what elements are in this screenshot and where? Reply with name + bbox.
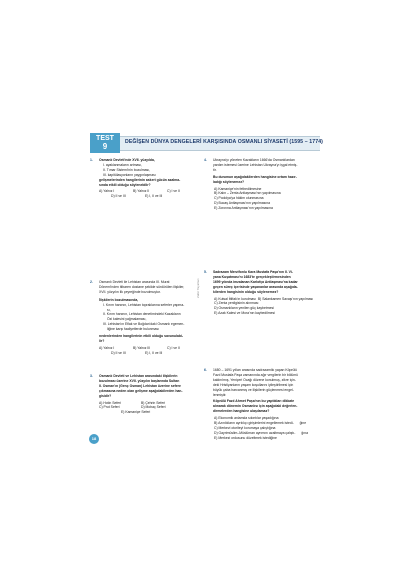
option-d[interactable]: D) Bucaş Antlaşması'nın yapılmasına <box>214 201 271 206</box>
question-text: sında etkili olduğu söylenebilir? <box>99 182 151 187</box>
option-c[interactable]: C) Zenta yenilgisinin alınması <box>214 301 259 306</box>
question-text: Fazıl Mustafa Paşa zamanında ağır vergilerin bir bölümü <box>213 372 298 377</box>
question-text: lir? <box>99 338 105 343</box>
answer-options <box>99 346 194 356</box>
option-d[interactable]: D) II ve III <box>111 350 126 355</box>
option-c[interactable]: C) Merkezi otoriteyi korumaya çalıştığına <box>214 425 276 430</box>
question-text: Osmanlı Devleti ile Lehistan arasında III. Murat <box>99 280 170 284</box>
option-a[interactable]: A) Kutsal İttifak'ın kurulması <box>214 296 256 301</box>
question-text: XVII. yüzyılın ilk çeyreğinde bozulmuştur. <box>99 289 161 294</box>
list-item: sı, <box>107 307 111 312</box>
option-a[interactable]: A) Ekonomik anlamda sıkıntılar yaşadığına <box>214 416 279 421</box>
question-number: 6. <box>204 368 207 372</box>
question-text: tir. <box>213 167 217 172</box>
question-text: kaldırılmış, Yeniçeri Ocağı düzene konulmuş, zikre için- <box>213 377 296 382</box>
question-number: 3. <box>90 374 93 378</box>
option-b[interactable]: B) Çehrin Seferi <box>141 400 166 405</box>
question-text: lenmiştir. <box>213 392 227 397</box>
question-number: 5. <box>204 270 207 274</box>
option-d-cont: ğına <box>301 430 308 435</box>
question-text: büyük çaba harcanmış ve ilişkilerin güçlenmesi engel- <box>213 387 294 392</box>
question-text: yardım istemesi üzerine Lehistan Ukrayna'yı işgal etmiş- <box>213 162 298 167</box>
question-text: Dönemi'nden itibaren dostane şekilde sürdürülen ilişkiler, <box>99 284 185 289</box>
answer-options <box>213 187 320 212</box>
option-d[interactable]: D) Mohaç Seferi <box>141 405 166 410</box>
answer-options <box>213 416 320 441</box>
option-d[interactable]: D) Gayrimüslim–Müslüman ayrımını azaltmaya çalıştı- <box>214 430 296 435</box>
page-number: 18 <box>89 434 99 444</box>
option-b[interactable]: B) Yalnız III <box>133 345 151 350</box>
option-c[interactable]: C) Prut Seferi <box>99 405 120 410</box>
question-text: gelişmelerinden hangilerinin askerî gücün azalma- <box>99 177 181 182</box>
option-e[interactable]: E) I, II ve III <box>145 350 163 355</box>
question-text: Bu durumun aşağıdakilerden hangisine ortam hazır- <box>213 174 297 179</box>
publisher-side-text: Zafer Yayınları <box>196 278 200 298</box>
question-text: kilerden hangisinin olduğu söylenemez? <box>213 289 279 294</box>
question-text: 1699 yılında imzalanan Karlofça Antlaşması'na kadar <box>213 279 298 284</box>
question-text: yana Kuşatması'nı 1683'te gerçekleştirmesinden <box>213 274 291 279</box>
question-text: deki Hristiyanların yaşam koşullarını iyileştirilmesi için <box>213 382 294 387</box>
question-text: geçen süreç içerisinde yaşananlar arasında aşağıda- <box>213 284 298 289</box>
question-text: Ukrayna'yı yöneten Kazakların 1666'da Osmanlılardan <box>213 158 295 162</box>
option-b-cont: ğine <box>299 421 307 426</box>
option-d[interactable]: D) II ve III <box>111 194 126 199</box>
question-text: II. Osman'ın (Genç Osman) Lehistan üzerine sefere <box>99 383 181 388</box>
question-number: 2. <box>90 280 93 284</box>
option-b[interactable]: B) Azınlıkların ayrılıkçı girişimlerini engellemek istedi- <box>214 421 294 426</box>
option-a[interactable]: A) Yalnız I <box>99 345 115 350</box>
option-a[interactable]: A) Kamaniçe'nin fethedilmesine <box>214 186 262 191</box>
question-text: bozulması üzerine XVII. yüzyılın başlarında Sultan <box>99 378 180 383</box>
list-item: liğine karşı faaliyetlerde bulunması <box>107 327 160 332</box>
option-e[interactable]: E) Zorovna Antlaşması'nın yapılmasına <box>214 206 273 211</box>
list-item: III. kapitülasyonların yaygınlaşması <box>103 172 156 177</box>
option-e[interactable]: E) Kamaniçe Seferi <box>121 410 151 415</box>
test-title: DEĞİŞEN DÜNYA DENGELERİ KARŞISINDA OSMANLI SİYASETİ (1595 – 1774) <box>125 139 324 145</box>
option-c[interactable]: C) I ve II <box>167 345 180 350</box>
option-c[interactable]: C) Podolya'ya hâkim olunmasına <box>214 196 264 201</box>
test-label: TEST <box>96 135 114 142</box>
question-text: dirmelerden hangisine ulaşılamaz? <box>213 409 270 414</box>
title-band <box>120 136 324 151</box>
answer-options <box>99 401 194 416</box>
question-text: Sadrazam Merzifonlu Kara Mustafa Paşa'nın II. Vi- <box>213 270 293 274</box>
question-5 <box>204 270 320 316</box>
option-d[interactable]: D) Osmanlıların yenilen güç kaybetmesi <box>214 306 274 311</box>
question-text: alınarak dönemin Osmanlısı için aşağıdaki değerlen- <box>213 404 298 409</box>
option-b[interactable]: B) Yalnız II <box>133 189 150 194</box>
answer-options <box>213 297 320 317</box>
list-item: III. Lehistan'ın Eflak ve Boğdan'daki Osmanlı egemen- <box>103 322 185 327</box>
question-6 <box>204 368 320 441</box>
question-text: ladığı söylenemez? <box>213 179 245 184</box>
option-a[interactable]: A) Yalnız I <box>99 189 115 194</box>
question-3 <box>90 374 194 415</box>
option-a[interactable]: A) Hotin Seferi <box>99 400 122 405</box>
question-text: gisidir? <box>99 393 112 398</box>
question-text: Köprülü Fazıl Ahmet Paşa'nın bu yaptıkları dikkate <box>213 399 295 404</box>
question-2 <box>90 280 194 356</box>
answer-options <box>99 189 194 199</box>
list-item: I. ayaklanmaların artması, <box>103 162 143 167</box>
test-badge <box>90 133 120 153</box>
list-item: II. Kırım hanının, Lehistan denetimindeki Kazakların <box>103 312 181 317</box>
question-number: 1. <box>90 158 93 162</box>
question-1 <box>90 158 194 199</box>
question-text: nedenlerinden hangilerinin etkili olduğu savunulabi- <box>99 334 184 339</box>
list-item: I. Kırım hanının, Lehistan topraklarına seferler yapma- <box>103 302 185 307</box>
question-number: 4. <box>204 158 207 162</box>
question-text: Osmanlı Devleti ve Lehistan arasındaki ilişkilerin <box>99 374 178 378</box>
test-number: 9 <box>102 142 108 151</box>
option-b[interactable]: B) Salankamen Savaşı'nın yapılması <box>257 296 314 301</box>
list-item: II. Tımar Sistemi'nin bozulması, <box>103 167 151 172</box>
question-text: 1680 – 1691 yılları arasında sadrazamlık yapan Köprülü <box>213 368 298 372</box>
question-text: çıkmasına neden olan gelişme aşağıdakilerden han- <box>99 388 183 393</box>
test-header <box>90 133 324 153</box>
question-4 <box>204 158 320 211</box>
question-lead: İlişkilerin bozulmasında, <box>99 297 139 302</box>
option-b[interactable]: B) Kalın – Zenta Antlaşması'nın yapılmasına <box>214 191 281 196</box>
list-item: Özi kalesini yağmalaması, <box>107 317 147 322</box>
option-e[interactable]: E) Azak Kalesi ve Mora'nın kaybedilmesi <box>214 311 275 316</box>
option-e[interactable]: E) I, II ve III <box>145 194 163 199</box>
question-stem: Osmanlı Devleti'nde XVII. yüzyılda, <box>99 158 155 162</box>
option-e[interactable]: E) Merkezi ordusunu düzeltmek istediğine <box>214 435 277 440</box>
option-c[interactable]: C) I ve II <box>167 189 180 194</box>
